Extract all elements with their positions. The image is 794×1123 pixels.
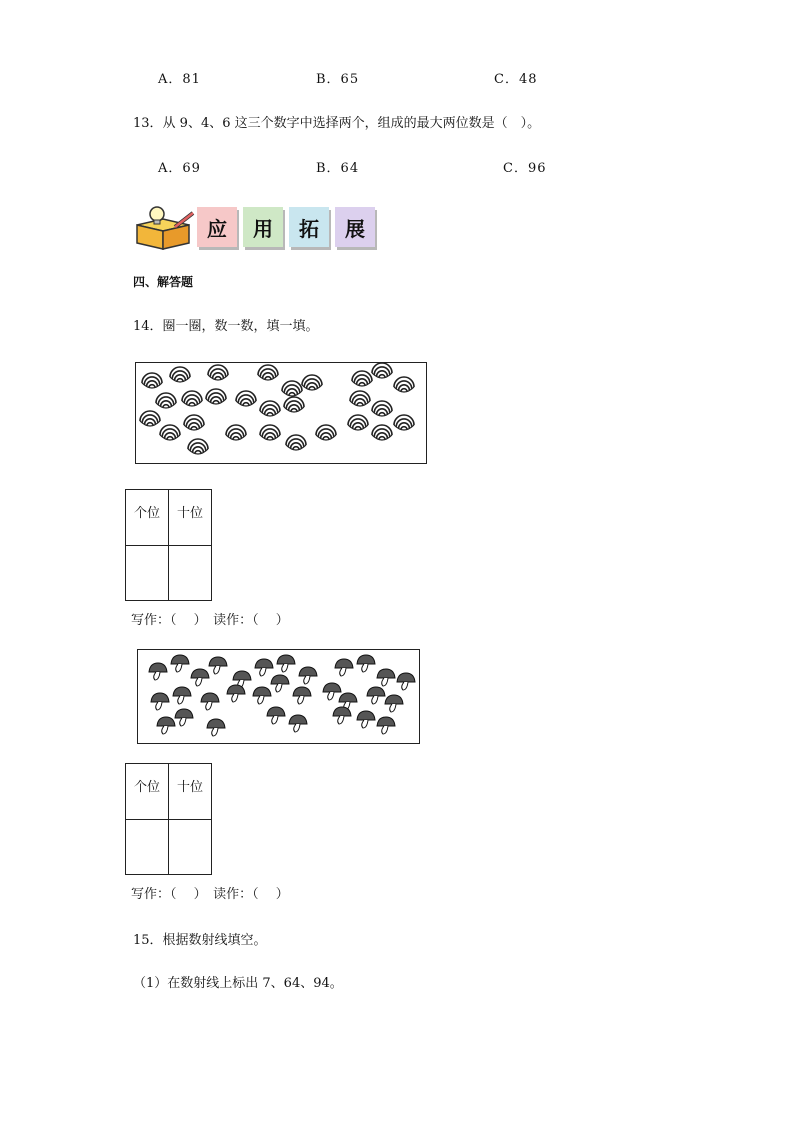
shell-icon: [188, 439, 208, 454]
q13-option-a: A．69: [158, 161, 201, 176]
mushroom-icon: [207, 719, 225, 736]
shell-icon: [208, 365, 228, 380]
shell-icon: [372, 401, 392, 416]
q13-stem: 13．从 9、4、6 这三个数字中选择两个，组成的最大两位数是（ ）。: [133, 116, 541, 131]
toolbox-icon: [133, 203, 197, 251]
mushroom-icon: [227, 685, 245, 702]
shell-icon: [316, 425, 336, 440]
shell-icon: [282, 381, 302, 396]
shell-icon: [236, 391, 256, 406]
shell-icon: [140, 411, 160, 426]
ones-header: 个位: [126, 764, 169, 820]
banner-tile-1: 应: [197, 207, 237, 247]
shells-picture: [135, 362, 427, 464]
mushroom-icon: [333, 707, 351, 724]
place-value-table-2: [125, 763, 212, 875]
mushroom-icon: [277, 655, 295, 672]
shell-icon: [348, 415, 368, 430]
mushroom-icon: [175, 709, 193, 726]
shell-icon: [258, 365, 278, 380]
mushroom-icon: [271, 675, 289, 692]
mushroom-icon: [255, 659, 273, 676]
tens-cell[interactable]: [169, 820, 212, 875]
q14-stem: 14．圈一圈，数一数，填一填。: [133, 319, 319, 334]
mushroom-icon: [367, 687, 385, 704]
mushroom-icon: [253, 687, 271, 704]
shell-icon: [206, 389, 226, 404]
shell-icon: [226, 425, 246, 440]
mushroom-icon: [299, 667, 317, 684]
banner-tile-4: 展: [335, 207, 375, 247]
shell-icon: [182, 391, 202, 406]
shell-icon: [160, 425, 180, 440]
q15-stem: 15．根据数射线填空。: [133, 933, 267, 948]
shell-icon: [184, 415, 204, 430]
tens-header: 十位: [169, 490, 212, 546]
shell-icon: [170, 367, 190, 382]
mushroom-icon: [171, 655, 189, 672]
q12-option-c: C．48: [494, 72, 538, 87]
shell-icon: [302, 375, 322, 390]
tens-header: 十位: [169, 764, 212, 820]
mushrooms-picture: [137, 649, 420, 744]
mushroom-icon: [397, 673, 415, 690]
banner-tile-2: 用: [243, 207, 283, 247]
mushroom-icon: [357, 655, 375, 672]
mushroom-icon: [335, 659, 353, 676]
ones-cell[interactable]: [126, 820, 169, 875]
mushroom-icon: [209, 657, 227, 674]
shell-icon: [394, 415, 414, 430]
mushroom-icon: [323, 683, 341, 700]
mushroom-icon: [377, 669, 395, 686]
write-read-line-1: 写作：（ ） 读作：（ ）: [131, 613, 289, 628]
mushroom-icon: [293, 687, 311, 704]
mushrooms-canvas: [138, 650, 419, 743]
mushroom-icon: [385, 695, 403, 712]
q13-option-c: C．96: [503, 161, 547, 176]
shell-icon: [394, 377, 414, 392]
mushroom-icon: [149, 663, 167, 680]
section-heading: 四、解答题: [133, 275, 194, 289]
tens-cell[interactable]: [169, 546, 212, 601]
shell-icon: [286, 435, 306, 450]
write-read-line-2: 写作：（ ） 读作：（ ）: [131, 887, 289, 902]
shell-icon: [284, 397, 304, 412]
q15-sub1: （1）在数射线上标出 7、64、94。: [133, 976, 343, 991]
mushroom-icon: [267, 707, 285, 724]
q13-option-b: B．64: [316, 161, 360, 176]
shell-icon: [372, 363, 392, 378]
shell-icon: [260, 401, 280, 416]
shell-icon: [142, 373, 162, 388]
shell-icon: [350, 391, 370, 406]
mushroom-icon: [173, 687, 191, 704]
shells-canvas: [136, 363, 426, 463]
mushroom-icon: [157, 717, 175, 734]
section-banner: [133, 203, 398, 251]
shell-icon: [156, 393, 176, 408]
mushroom-icon: [377, 717, 395, 734]
place-value-table-1: [125, 489, 212, 601]
mushroom-icon: [201, 693, 219, 710]
q12-option-b: B．65: [316, 72, 360, 87]
mushroom-icon: [357, 711, 375, 728]
ones-header: 个位: [126, 490, 169, 546]
mushroom-icon: [191, 669, 209, 686]
banner-tile-3: 拓: [289, 207, 329, 247]
shell-icon: [372, 425, 392, 440]
mushroom-icon: [151, 693, 169, 710]
shell-icon: [352, 371, 372, 386]
ones-cell[interactable]: [126, 546, 169, 601]
mushroom-icon: [289, 715, 307, 732]
shell-icon: [260, 425, 280, 440]
q12-option-a: A．81: [158, 72, 201, 87]
